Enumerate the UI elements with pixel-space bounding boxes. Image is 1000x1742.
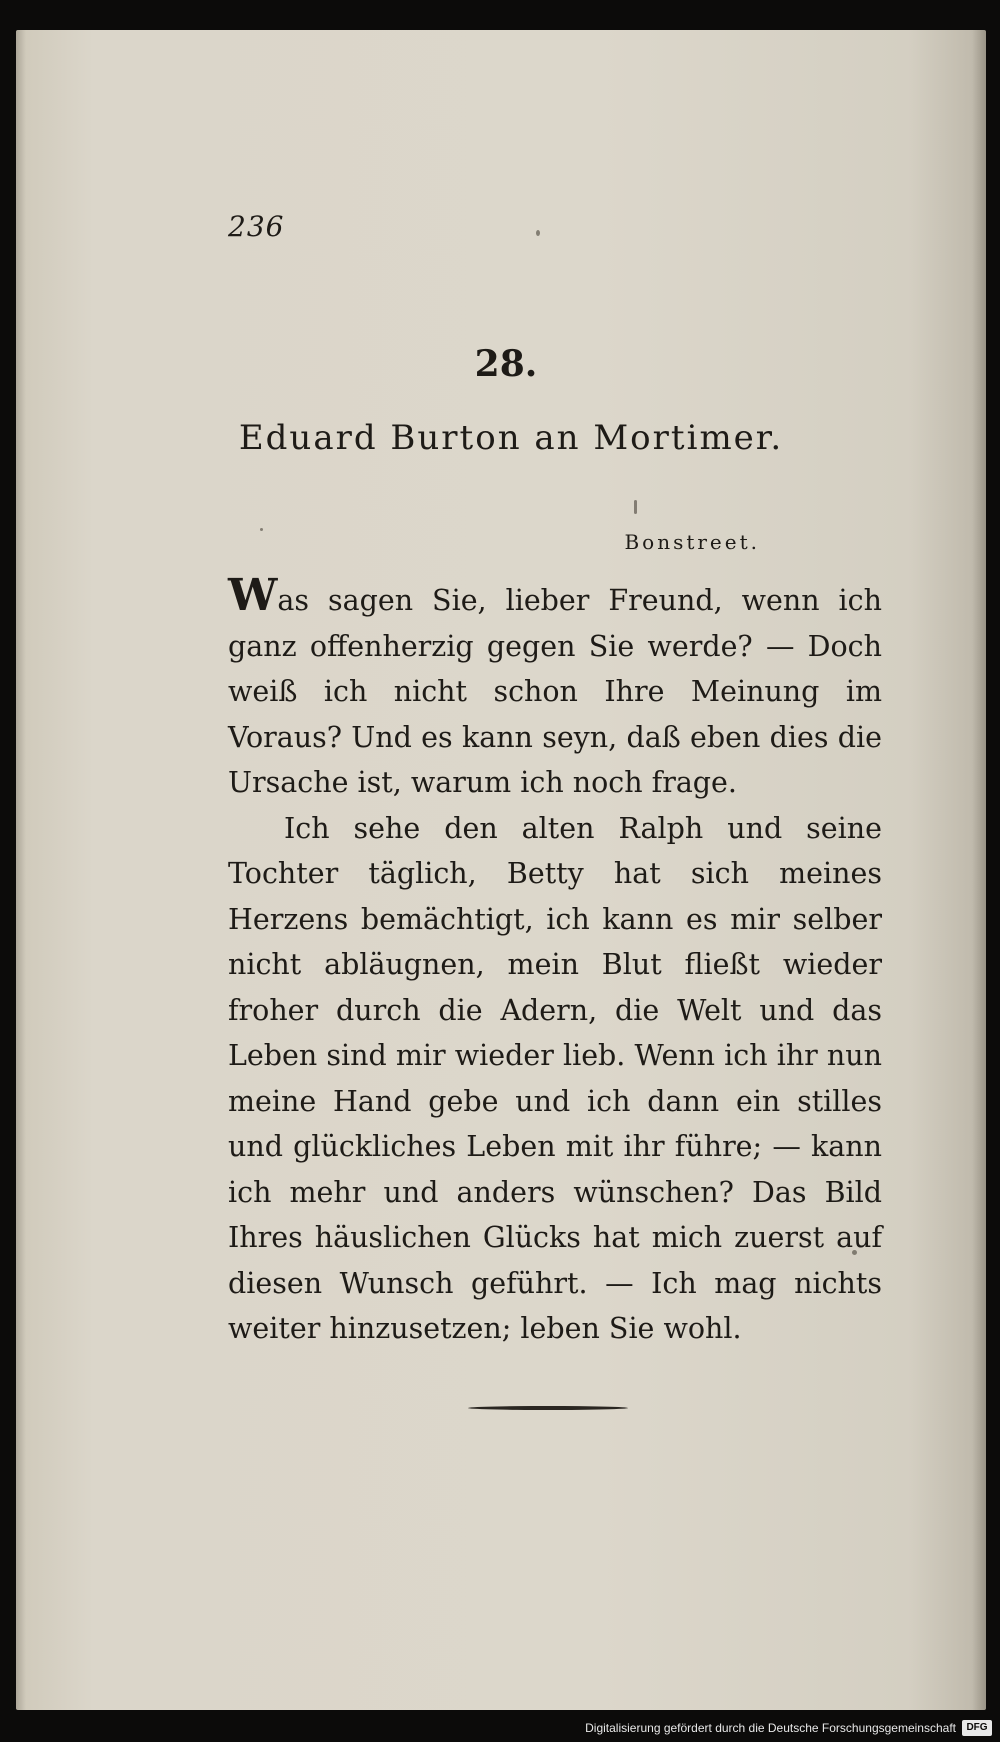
paper-speck [634,500,637,514]
paragraph-2: Ich sehe den alten Ralph und seine Tochter täglich, Betty hat sich meines Herzens bemächtigt, ich kann es mir selber nicht abläugnen, mein Blut fließt wieder froher durch die Adern, die Welt und das Leben sind mir wieder lieb. Wenn ich ihr nun meine Hand gebe und ich dann ein stilles und glückliches Leben mit ihr führe; — kann ich mehr und anders wünschen? Das Bild Ihres häuslichen Glücks hat mich zuerst auf diesen Wunsch geführt. — Ich mag nichts weiter hinzusetzen; leben Sie wohl. [228,811,882,1345]
paragraph-1 [228,570,882,806]
letter-body [228,570,882,1352]
funding-credit: Digitalisierung gefördert durch die Deutsche Forschungsgemeinschaft [585,1721,956,1735]
page-number: 236 [228,210,285,243]
drop-cap: W [228,570,278,621]
book-page [16,30,986,1710]
dfg-logo: DFG [962,1720,992,1736]
footer-bar [0,1712,1000,1742]
paragraph-1-text: as sagen Sie, lieber Freund, wenn ich ganz offenherzig gegen Sie werde? — Doch weiß ich nicht schon Ihre Meinung im Voraus? Und es kann seyn, daß eben dies die Ursache ist, warum ich noch frage. [228,584,882,799]
letter-place: Bonstreet. [624,530,760,554]
closing-rule [468,1406,628,1410]
paper-speck [536,230,540,236]
paper-speck [260,528,263,531]
letter-heading: Eduard Burton an Mortimer. [238,418,784,458]
letter-number: 28. [474,343,538,385]
page-gutter-shadow [16,30,26,1710]
page-edge-shadow [972,30,986,1710]
